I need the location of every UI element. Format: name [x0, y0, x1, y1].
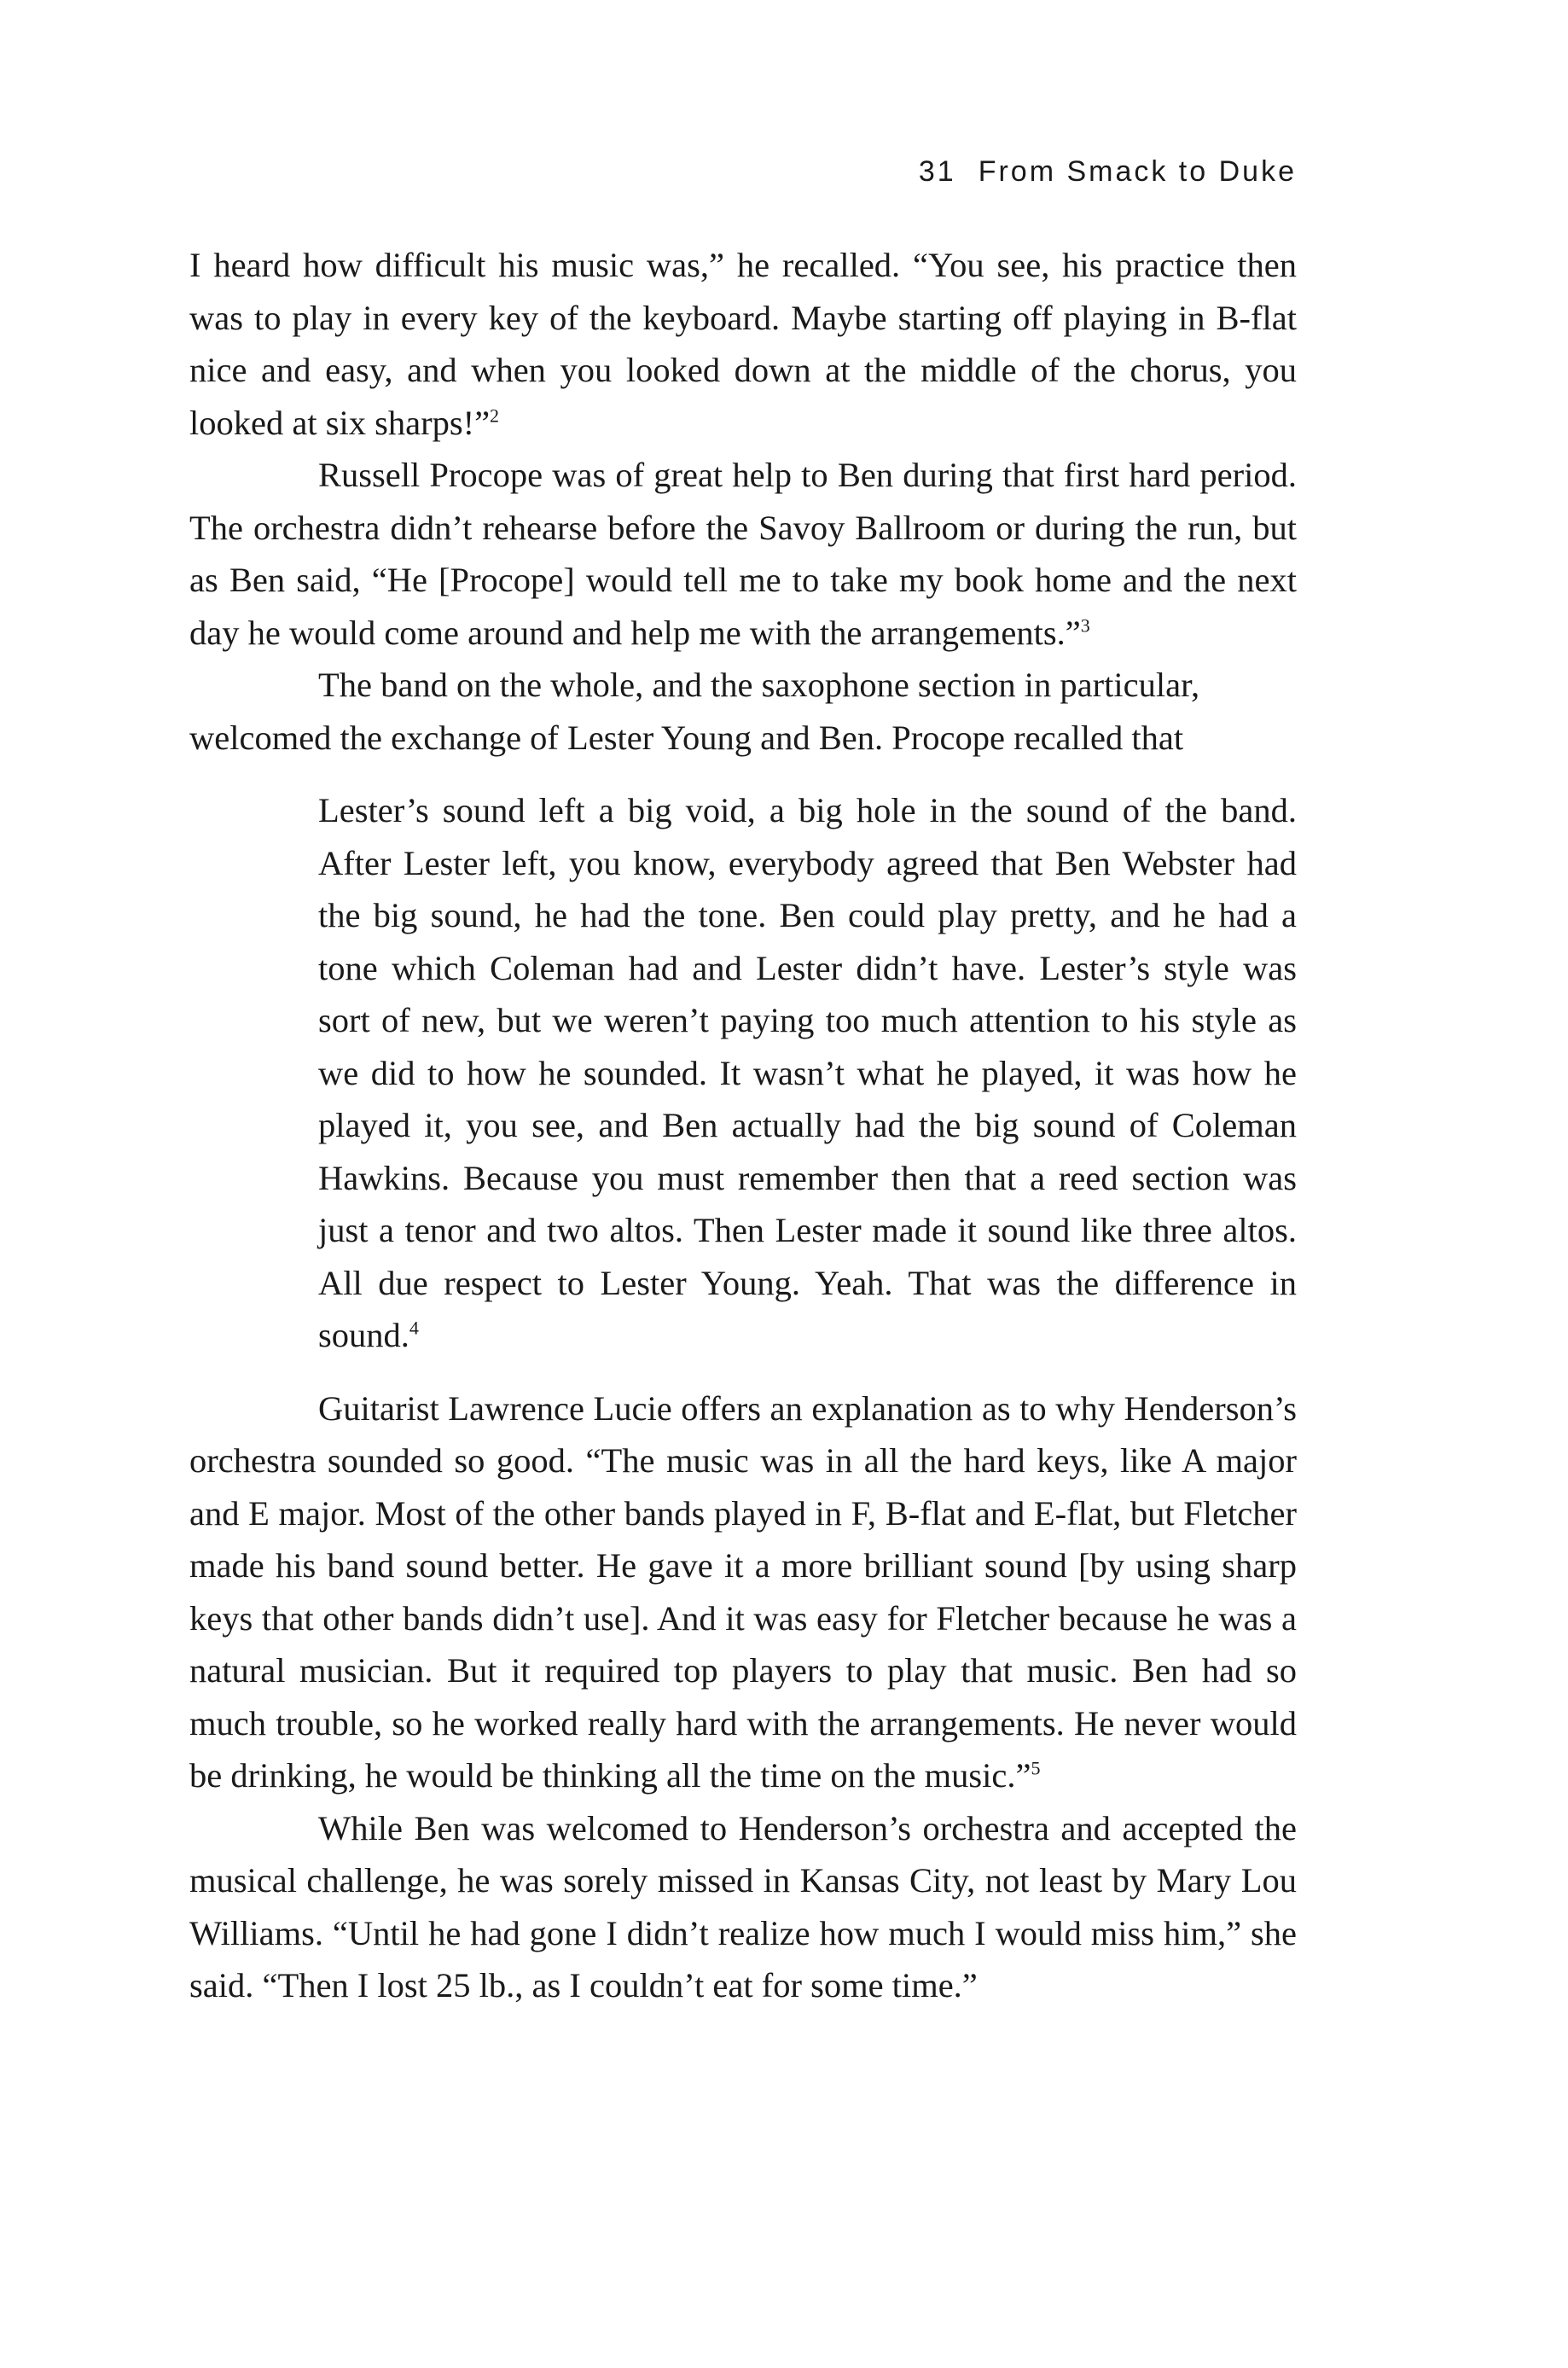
footnote-marker: 2 — [490, 404, 500, 426]
page-number: 31 — [918, 155, 956, 188]
paragraph-text: While Ben was welcomed to Henderson’s orchestra and accepted the musical challenge, he was sorely missed in Kansas City, not least by Mary Lou Williams. “Until he had gone I didn’t realize how much I would miss him,” she said. “Then I lost 25 lb., as I couldn’t eat for some time.” — [189, 1808, 1297, 2004]
chapter-title: From Smack to Duke — [978, 155, 1297, 188]
paragraph — [189, 1802, 1297, 2012]
paragraph — [189, 1382, 1297, 1802]
running-head — [919, 155, 1297, 189]
paragraph — [189, 239, 1297, 449]
footnote-marker: 4 — [409, 1317, 419, 1339]
body-text — [189, 239, 1297, 2012]
block-quote — [318, 784, 1297, 1362]
paragraph-text: I heard how difficult his music was,” he recalled. “You see, his practice then was to play in every key of the keyboard. Maybe starting off playing in B-flat nice and easy, and when you looked down at the middle of the chorus, you looked at six sharps!” — [189, 246, 1297, 442]
block-quote-text: Lester’s sound left a big void, a big hole in the sound of the band. After Lester left, you know, everybody agreed that Ben Webster had the big sound, he had the tone. Ben could play pretty, and he had a tone which Coleman had and Lester didn’t have. Lester’s style was sort of new, but we weren’t paying too much attention to his style as we did to how he sounded. It wasn’t what he played, it was how he played it, you see, and Ben actually had the big sound of Coleman Hawkins. Because you must remember then that a reed section was just a tenor and two altos. Then Lester made it sound like three altos. All due respect to Lester Young. Yeah. That was the difference in sound. — [318, 791, 1297, 1354]
footnote-marker: 3 — [1080, 614, 1090, 636]
paragraph-text: Guitarist Lawrence Lucie offers an explanation as to why Henderson’s orchestra sounded so good. “The music was in all the hard keys, like A major and E major. Most of the other bands played in F, B-flat and E-flat, but Fletcher made his band sound better. He gave it a more brilliant sound [by using sharp keys that other bands didn’t use]. And it was easy for Fletcher because he was a natural musician. But it required top players to play that music. Ben had so much trouble, so he worked really hard with the arrangements. He never would be drinking, he would be thinking all the time on the music.” — [189, 1388, 1297, 1795]
paragraph-text: The band on the whole, and the saxophone section in particular, welcomed the exchange of Lester Young and Ben. Procope recalled that — [189, 666, 1200, 757]
paragraph — [189, 449, 1297, 659]
paragraph — [189, 659, 1297, 764]
paragraph-text: Russell Procope was of great help to Ben during that first hard period. The orchestra didn’t rehearse before the Savoy Ballroom or during the run, but as Ben said, “He [Procope] would tell me to take my book home and the next day he would come around and help me with the arrangements.” — [189, 456, 1297, 652]
footnote-marker: 5 — [1031, 1757, 1041, 1779]
